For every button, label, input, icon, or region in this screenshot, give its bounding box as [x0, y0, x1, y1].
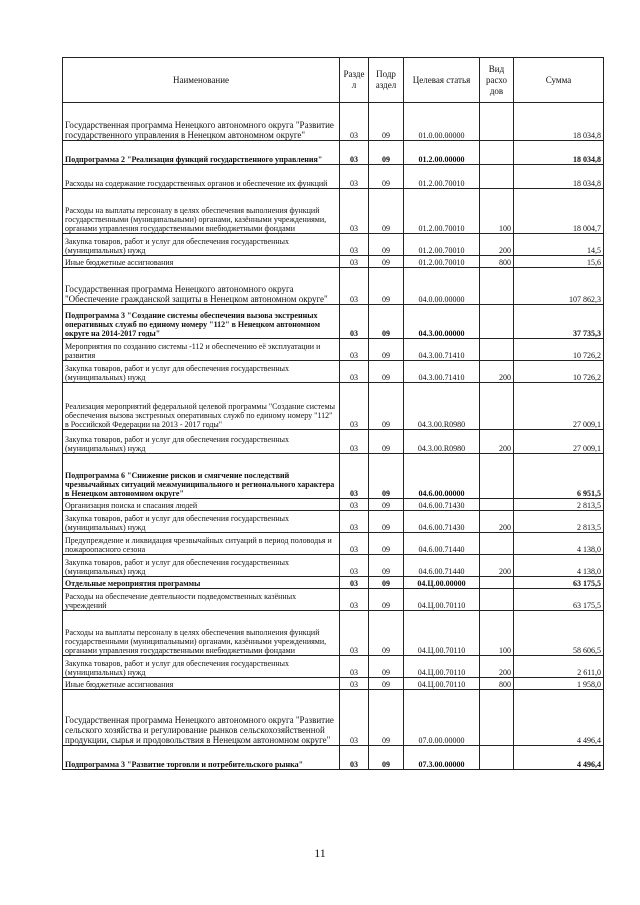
table-row: [63, 656, 604, 678]
cell-subsection: 09: [369, 678, 404, 690]
cell-exptype: 800: [480, 678, 514, 690]
col-header-section: Разде л: [340, 58, 369, 103]
cell-target: 01.0.00.00000: [404, 103, 480, 141]
cell-name: Государственная программа Ненецкого автономного округа "Развитие государственного управления в Ненецком автономном округе": [63, 103, 340, 141]
cell-exptype: [480, 499, 514, 511]
cell-target: 04.6.00.71430: [404, 511, 480, 533]
col-header-subsection: Подр аздел: [369, 58, 404, 103]
cell-exptype: [480, 454, 514, 499]
cell-exptype: 200: [480, 361, 514, 383]
cell-subsection: 09: [369, 577, 404, 589]
cell-exptype: [480, 305, 514, 339]
cell-amount: 2 813,5: [514, 499, 604, 511]
cell-subsection: 09: [369, 690, 404, 746]
table-row: [63, 339, 604, 361]
cell-target: 04.3.00.00000: [404, 305, 480, 339]
cell-section: 03: [340, 339, 369, 361]
cell-subsection: 09: [369, 268, 404, 305]
cell-section: 03: [340, 611, 369, 656]
cell-exptype: 200: [480, 430, 514, 454]
col-header-target: Целевая статья: [404, 58, 480, 103]
cell-section: 03: [340, 268, 369, 305]
cell-subsection: 09: [369, 189, 404, 234]
table-row: [63, 256, 604, 268]
cell-subsection: 09: [369, 256, 404, 268]
cell-exptype: 800: [480, 256, 514, 268]
table-row: [63, 746, 604, 770]
cell-section: 03: [340, 305, 369, 339]
cell-name: Закупка товаров, работ и услуг для обеспечения государственных (муниципальных) нужд: [63, 430, 340, 454]
cell-target: 04.6.00.00000: [404, 454, 480, 499]
cell-target: 04.6.00.71440: [404, 533, 480, 555]
cell-target: 04.Ц.00.70110: [404, 589, 480, 611]
cell-exptype: [480, 589, 514, 611]
cell-exptype: [480, 577, 514, 589]
cell-subsection: 09: [369, 103, 404, 141]
cell-section: 03: [340, 511, 369, 533]
cell-subsection: 09: [369, 383, 404, 430]
table-row: [63, 103, 604, 141]
table-row: [63, 678, 604, 690]
cell-exptype: [480, 690, 514, 746]
cell-section: 03: [340, 678, 369, 690]
cell-name: Закупка товаров, работ и услуг для обеспечения государственных (муниципальных) нужд: [63, 234, 340, 256]
cell-section: 03: [340, 361, 369, 383]
cell-name: Реализация мероприятий федеральной целевой программы "Создание системы обеспечения вызова экстренных оперативных служб по единому номеру "112" в Российской Федерации на 2013 - 2017 годы": [63, 383, 340, 430]
cell-amount: 6 951,5: [514, 454, 604, 499]
cell-amount: 4 496,4: [514, 746, 604, 770]
cell-name: Предупреждение и ликвидация чрезвычайных ситуаций в период половодья и пожароопасного сезона: [63, 533, 340, 555]
cell-exptype: [480, 533, 514, 555]
cell-section: 03: [340, 454, 369, 499]
cell-section: 03: [340, 234, 369, 256]
cell-exptype: [480, 268, 514, 305]
table-row: [63, 234, 604, 256]
cell-amount: 4 138,0: [514, 555, 604, 577]
cell-amount: 4 138,0: [514, 533, 604, 555]
cell-target: 04.Ц.00.00000: [404, 577, 480, 589]
cell-target: 01.2.00.00000: [404, 141, 480, 165]
cell-target: 04.Ц.00.70110: [404, 678, 480, 690]
cell-name: Закупка товаров, работ и услуг для обеспечения государственных (муниципальных) нужд: [63, 361, 340, 383]
cell-target: 01.2.00.70010: [404, 189, 480, 234]
cell-name: Расходы на содержание государственных органов и обеспечение их функций: [63, 165, 340, 189]
table-row: [63, 305, 604, 339]
cell-name: Закупка товаров, работ и услуг для обеспечения государственных (муниципальных) нужд: [63, 656, 340, 678]
cell-exptype: [480, 103, 514, 141]
cell-amount: 37 735,3: [514, 305, 604, 339]
cell-target: 04.3.00.R0980: [404, 383, 480, 430]
cell-name: Организация поиска и спасания людей: [63, 499, 340, 511]
cell-target: 04.0.00.00000: [404, 268, 480, 305]
table-row: [63, 141, 604, 165]
cell-amount: 4 496,4: [514, 690, 604, 746]
cell-name: Государственная программа Ненецкого автономного округа "Развитие сельского хозяйства и регулирование рынков сельскохозяйственной продукции, сырья и продовольствия в Ненецком автономном округе": [63, 690, 340, 746]
cell-amount: 15,6: [514, 256, 604, 268]
cell-amount: 10 726,2: [514, 361, 604, 383]
cell-section: 03: [340, 690, 369, 746]
cell-subsection: 09: [369, 511, 404, 533]
cell-exptype: [480, 383, 514, 430]
cell-name: Государственная программа Ненецкого автономного округа "Обеспечение гражданской защиты в Ненецком автономном округе": [63, 268, 340, 305]
cell-name: Расходы на выплаты персоналу в целях обеспечения выполнения функций государственными (муниципальными) органами, казёнными учреждениями, органами управления государственными внебюджетными фондами: [63, 189, 340, 234]
cell-section: 03: [340, 256, 369, 268]
cell-target: 04.Ц.00.70110: [404, 611, 480, 656]
cell-exptype: 200: [480, 234, 514, 256]
table-row: [63, 499, 604, 511]
cell-name: Подпрограмма 2 "Реализация функций государственного управления": [63, 141, 340, 165]
table-row: [63, 577, 604, 589]
cell-name: Расходы на выплаты персоналу в целях обеспечения выполнения функций государственными (муниципальными) органами, казёнными учреждениями, органами управления государственными внебюджетными фондами: [63, 611, 340, 656]
cell-section: 03: [340, 383, 369, 430]
table-row: [63, 555, 604, 577]
cell-section: 03: [340, 430, 369, 454]
cell-subsection: 09: [369, 305, 404, 339]
cell-name: Расходы на обеспечение деятельности подведомственных казённых учреждений: [63, 589, 340, 611]
cell-amount: 14,5: [514, 234, 604, 256]
table-row: [63, 165, 604, 189]
cell-name: Подпрограмма 3 "Создание системы обеспечения вызова экстренных оперативных служб по единому номеру "112" в Ненецком автономном округе на 2014-2017 годы": [63, 305, 340, 339]
cell-subsection: 09: [369, 589, 404, 611]
cell-name: Иные бюджетные ассигнования: [63, 256, 340, 268]
cell-subsection: 09: [369, 611, 404, 656]
table-row: [63, 268, 604, 305]
cell-target: 01.2.00.70010: [404, 165, 480, 189]
cell-subsection: 09: [369, 361, 404, 383]
table-row: [63, 690, 604, 746]
table-row: [63, 361, 604, 383]
cell-target: 04.6.00.71440: [404, 555, 480, 577]
cell-exptype: 200: [480, 656, 514, 678]
cell-exptype: [480, 339, 514, 361]
table-row: [63, 511, 604, 533]
cell-amount: 63 175,5: [514, 577, 604, 589]
cell-amount: 27 009,1: [514, 430, 604, 454]
cell-amount: 18 004,7: [514, 189, 604, 234]
cell-subsection: 09: [369, 165, 404, 189]
cell-target: 04.6.00.71430: [404, 499, 480, 511]
cell-target: 04.3.00.71410: [404, 339, 480, 361]
cell-amount: 2 813,5: [514, 511, 604, 533]
cell-exptype: 100: [480, 611, 514, 656]
cell-name: Подпрограмма 6 "Снижение рисков и смягчение последствий чрезвычайных ситуаций межмуниципального и регионального характера в Ненецком автономном округе": [63, 454, 340, 499]
cell-target: 01.2.00.70010: [404, 234, 480, 256]
cell-exptype: 100: [480, 189, 514, 234]
cell-amount: 58 606,5: [514, 611, 604, 656]
cell-subsection: 09: [369, 533, 404, 555]
cell-section: 03: [340, 189, 369, 234]
cell-subsection: 09: [369, 555, 404, 577]
cell-target: 04.3.00.71410: [404, 361, 480, 383]
cell-target: 07.3.00.00000: [404, 746, 480, 770]
cell-target: 07.0.00.00000: [404, 690, 480, 746]
cell-name: Подпрограмма 3 "Развитие торговли и потребительского рынка": [63, 746, 340, 770]
cell-amount: 10 726,2: [514, 339, 604, 361]
cell-amount: 18 034,8: [514, 141, 604, 165]
col-header-exptype: Вид расхо дов: [480, 58, 514, 103]
cell-section: 03: [340, 533, 369, 555]
cell-amount: 27 009,1: [514, 383, 604, 430]
cell-section: 03: [340, 499, 369, 511]
cell-amount: 18 034,8: [514, 165, 604, 189]
cell-target: 01.2.00.70010: [404, 256, 480, 268]
table-header-row: [63, 58, 604, 103]
cell-name: Отдельные мероприятия программы: [63, 577, 340, 589]
cell-subsection: 09: [369, 339, 404, 361]
table-row: [63, 383, 604, 430]
cell-subsection: 09: [369, 141, 404, 165]
cell-target: 04.3.00.R0980: [404, 430, 480, 454]
cell-name: Закупка товаров, работ и услуг для обеспечения государственных (муниципальных) нужд: [63, 555, 340, 577]
cell-section: 03: [340, 555, 369, 577]
cell-name: Иные бюджетные ассигнования: [63, 678, 340, 690]
table-row: [63, 589, 604, 611]
cell-section: 03: [340, 141, 369, 165]
table-row: [63, 533, 604, 555]
table-row: [63, 430, 604, 454]
cell-amount: 107 862,3: [514, 268, 604, 305]
cell-name: Закупка товаров, работ и услуг для обеспечения государственных (муниципальных) нужд: [63, 511, 340, 533]
cell-subsection: 09: [369, 234, 404, 256]
cell-exptype: 200: [480, 555, 514, 577]
cell-exptype: [480, 141, 514, 165]
cell-name: Мероприятия по созданию системы -112 и обеспечению её эксплуатации и развития: [63, 339, 340, 361]
cell-exptype: 200: [480, 511, 514, 533]
table-row: [63, 454, 604, 499]
cell-amount: 1 958,0: [514, 678, 604, 690]
cell-subsection: 09: [369, 499, 404, 511]
cell-section: 03: [340, 577, 369, 589]
cell-section: 03: [340, 656, 369, 678]
cell-amount: 63 175,5: [514, 589, 604, 611]
cell-target: 04.Ц.00.70110: [404, 656, 480, 678]
cell-section: 03: [340, 746, 369, 770]
cell-subsection: 09: [369, 430, 404, 454]
budget-table: [62, 57, 604, 770]
cell-exptype: [480, 746, 514, 770]
table-row: [63, 611, 604, 656]
cell-exptype: [480, 165, 514, 189]
cell-amount: 18 034,8: [514, 103, 604, 141]
table-row: [63, 189, 604, 234]
col-header-name: Наименование: [63, 58, 340, 103]
cell-subsection: 09: [369, 746, 404, 770]
col-header-amount: Сумма: [514, 58, 604, 103]
cell-subsection: 09: [369, 656, 404, 678]
cell-section: 03: [340, 589, 369, 611]
cell-subsection: 09: [369, 454, 404, 499]
cell-section: 03: [340, 103, 369, 141]
cell-amount: 2 611,0: [514, 656, 604, 678]
cell-section: 03: [340, 165, 369, 189]
page-number: 11: [314, 846, 326, 860]
